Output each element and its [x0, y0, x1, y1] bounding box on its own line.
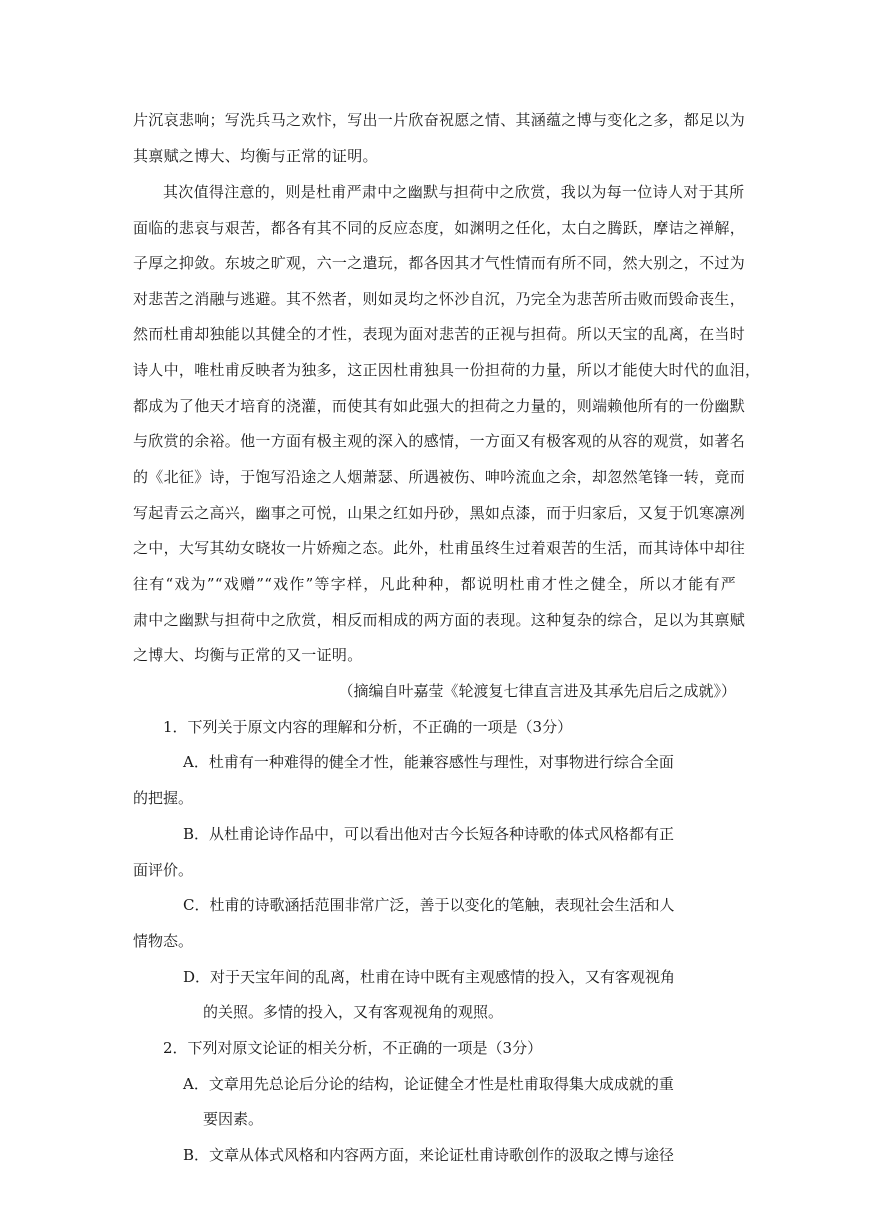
- question-1-option-b-cont: 面评价。: [133, 861, 194, 879]
- paragraph-line: 之中，大写其幼女晓妆一片娇痴之态。此外，杜甫虽终生过着艰苦的生活，而其诗体中却往: [133, 539, 746, 557]
- question-2-option-b: B．文章从体式风格和内容两方面，来论证杜甫诗歌创作的汲取之博与途径: [183, 1146, 675, 1164]
- question-1-stem: 1．下列关于原文内容的理解和分析，不正确的一项是（3分）: [163, 718, 573, 736]
- question-1-option-d: D．对于天宝年间的乱离，杜甫在诗中既有主观感情的投入，又有客观视角: [183, 968, 676, 986]
- question-1-option-c: C．杜甫的诗歌涵括范围非常广泛，善于以变化的笔触，表现社会生活和人: [183, 896, 675, 914]
- paragraph-line: 写起青云之高兴，幽事之可悦，山果之红如丹砂，黑如点漆，而于归家后，又复于饥寒凛冽: [133, 504, 746, 522]
- paragraph-line: 子厚之抑敛。东坡之旷观，六一之遣玩，都各因其才气性情而有所不同，然大别之，不过为: [133, 254, 746, 272]
- question-1-option-b: B．从杜甫论诗作品中，可以看出他对古今长短各种诗歌的体式风格都有正: [183, 825, 675, 843]
- paragraph-line: 面临的悲哀与艰苦，都各有其不同的反应态度，如渊明之任化，太白之腾跃，摩诘之禅解，: [133, 219, 746, 237]
- question-2-option-a-cont: 要因素。: [203, 1110, 264, 1128]
- paragraph-line: 片沉哀悲响；写洗兵马之欢忭，写出一片欣奋祝愿之情、其涵蕴之博与变化之多，都足以为: [133, 111, 746, 129]
- question-2-stem: 2．下列对原文论证的相关分析，不正确的一项是（3分）: [163, 1039, 543, 1057]
- paragraph-line: 其禀赋之博大、均衡与正常的证明。: [133, 147, 378, 165]
- paragraph-line: 然而杜甫却独能以其健全的才性，表现为面对悲苦的正视与担荷。所以天宝的乱离，在当时: [133, 325, 746, 343]
- paragraph-line: 与欣赏的余裕。他一方面有极主观的深入的感情，一方面又有极客观的从容的观赏，如著名: [133, 432, 746, 450]
- question-1-option-a: A．杜甫有一种难得的健全才性，能兼容感性与理性，对事物进行综合全面: [183, 753, 674, 771]
- paragraph-line: 都成为了他天才培育的浇灌，而使其有如此强大的担荷之力量的，则端赖他所有的一份幽默: [133, 397, 746, 415]
- question-1-option-d-cont: 的关照。多情的投入，又有客观视角的观照。: [203, 1003, 504, 1021]
- paragraph-line: 往有“戏为”“戏赠”“戏作”等字样，凡此种种，都说明杜甫才性之健全，所以才能有严: [133, 575, 736, 593]
- paragraph-line: 其次值得注意的，则是杜甫严肃中之幽默与担荷中之欣赏，我以为每一位诗人对于其所: [163, 183, 745, 201]
- paragraph-line: 对悲苦之消融与逃避。其不然者，则如灵均之怀沙自沉，乃完全为悲苦所击败而毁命丧生，: [133, 290, 746, 308]
- paragraph-line: 之博大、均衡与正常的又一证明。: [133, 646, 363, 664]
- question-1-option-a-cont: 的把握。: [133, 789, 194, 807]
- paragraph-line: 肃中之幽默与担荷中之欣赏，相反而相成的两方面的表现。这种复杂的综合，足以为其禀赋: [133, 611, 746, 629]
- paragraph-line: 的《北征》诗，于饱写沿途之人烟萧瑟、所遇被伤、呻吟流血之余，却忽然笔锋一转，竟而: [133, 468, 746, 486]
- question-1-option-c-cont: 情物态。: [133, 932, 194, 950]
- question-2-option-a: A．文章用先总论后分论的结构，论证健全才性是杜甫取得集大成成就的重: [183, 1075, 674, 1093]
- source-attribution: （摘编自叶嘉莹《轮渡复七律直言进及其承先启后之成就》）: [338, 682, 736, 700]
- paragraph-line: 诗人中，唯杜甫反映者为独多，这正因杜甫独具一份担荷的力量，所以才能使大时代的血泪，: [133, 361, 761, 379]
